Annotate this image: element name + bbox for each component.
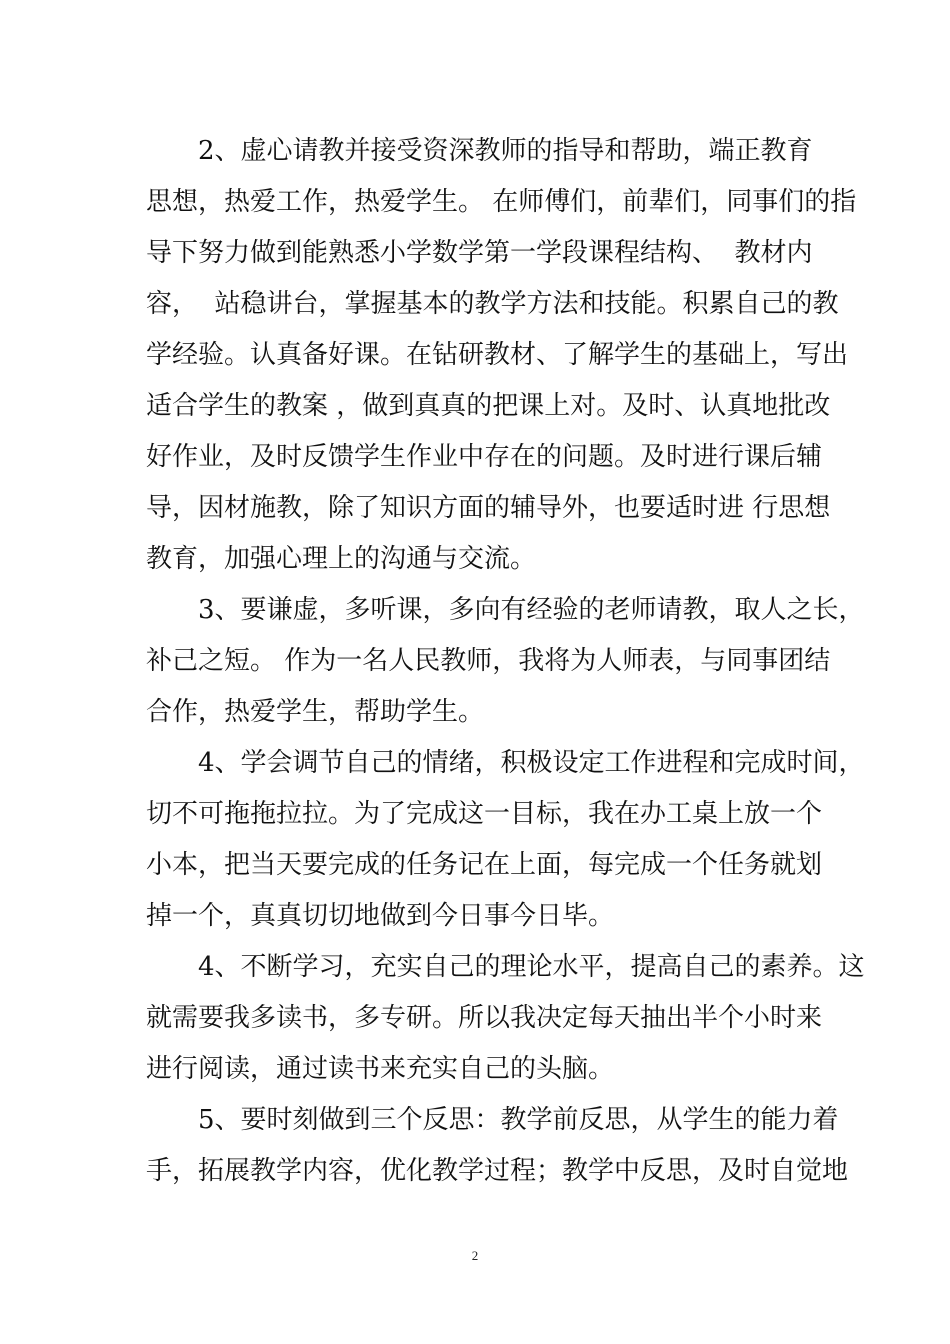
paragraph-4b: [146, 942, 865, 1095]
text-line: 4、不断学习，充实自己的理论水平，提高自己的素养。这: [198, 952, 865, 982]
text-line: 小本，把当天要完成的任务记在上面，每完成一个任务就划: [146, 850, 823, 880]
text-line: 合作，热爱学生，帮助学生。: [146, 697, 485, 727]
page-number: 2: [471, 1248, 479, 1263]
text-line: 容， 站稳讲台，掌握基本的教学方法和技能。积累自己的教: [146, 289, 839, 319]
text-line: 2、虚心请教并接受资深教师的指导和帮助，端正教育: [198, 136, 813, 166]
text-line: 掉一个，真真切切地做到今日事今日毕。: [146, 901, 615, 931]
text-line: 导，因材施教，除了知识方面的辅导外，也要适时进 行思想: [146, 493, 831, 523]
text-line: 补己之短。 作为一名人民教师，我将为人师表，与同事团结: [146, 646, 831, 676]
text-line: 导下努力做到能熟悉小学数学第一学段课程结构、 教材内: [146, 238, 813, 268]
paragraph-5: [146, 1095, 849, 1197]
text-line: 切不可拖拖拉拉。为了完成这一目标，我在办工桌上放一个: [146, 799, 823, 829]
text-line: 手，拓展教学内容，优化教学过程；教学中反思，及时自觉地: [146, 1156, 849, 1186]
text-line: 5、要时刻做到三个反思：教学前反思，从学生的能力着: [198, 1105, 839, 1135]
paragraph-3: [146, 585, 865, 738]
text-line: 学经验。认真备好课。在钻研教材、了解学生的基础上，写出: [146, 340, 849, 370]
paragraph-2: [146, 126, 857, 585]
text-line: 进行阅读，通过读书来充实自己的头脑。: [146, 1054, 615, 1084]
body-text: [146, 126, 865, 1197]
paragraph-4a: [146, 738, 865, 942]
text-line: 思想，热爱工作，热爱学生。 在师傅们，前辈们，同事们的指: [146, 187, 857, 217]
text-line: 3、要谦虚，多听课，多向有经验的老师请教，取人之长，: [198, 595, 865, 625]
text-line: 教育，加强心理上的沟通与交流。: [146, 544, 537, 574]
text-line: 好作业，及时反馈学生作业中存在的问题。及时进行课后辅: [146, 442, 823, 472]
text-line: 就需要我多读书，多专研。所以我决定每天抽出半个小时来: [146, 1003, 823, 1033]
text-line: 适合学生的教案 ，做到真真的把课上对。及时、认真地批改: [146, 391, 831, 421]
text-line: 4、学会调节自己的情绪，积极设定工作进程和完成时间，: [198, 748, 865, 778]
